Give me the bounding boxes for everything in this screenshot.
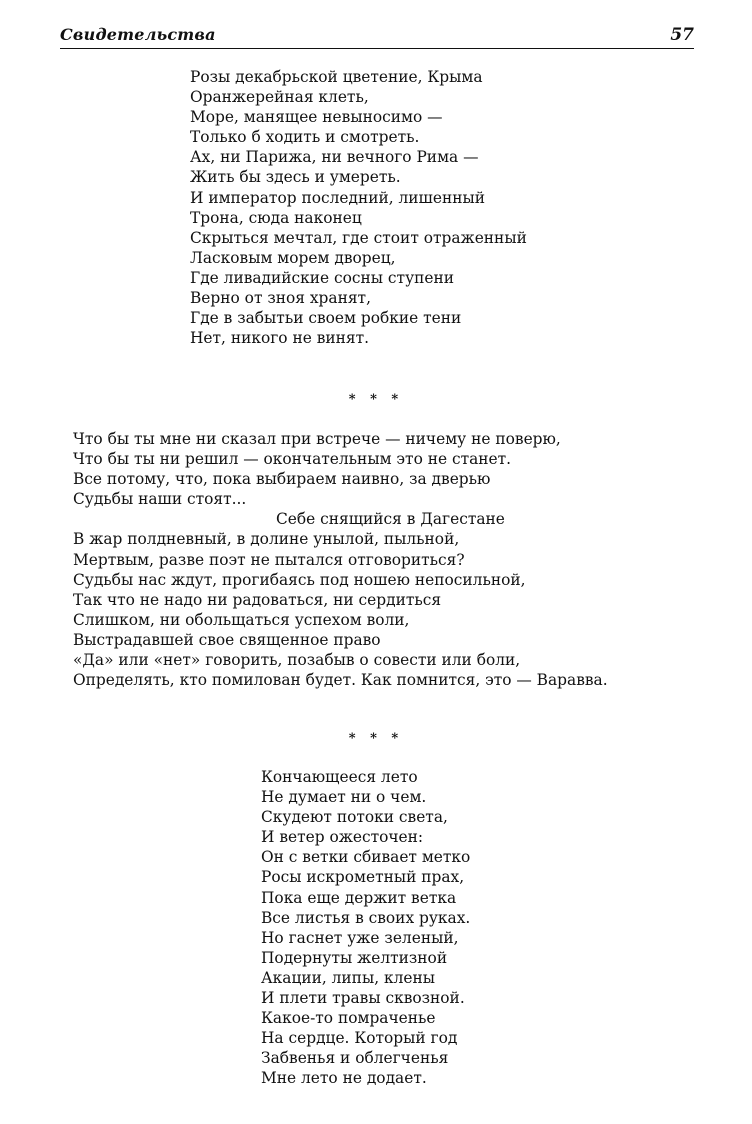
poem-line: Судьбы наши стоят... xyxy=(73,490,247,509)
poem-line: Судьбы нас ждут, прогибаясь под ношею непосильной, xyxy=(73,570,526,589)
poem-line: Так что не надо ни радоваться, ни сердиться xyxy=(73,590,442,609)
poem-line: Какое-то помраченье xyxy=(261,1009,436,1028)
section-separator: * * * xyxy=(348,731,404,746)
poem-2 xyxy=(73,429,608,690)
poem-line: Где ливадийские сосны ступени xyxy=(190,268,455,287)
poem-line: Мертвым, разве поэт не пытался отговориться? xyxy=(73,550,465,569)
poem-inset-line: Себе снящийся в Дагестане xyxy=(276,510,505,529)
poem-line: Оранжерейная клеть, xyxy=(190,88,369,107)
poem-line: Что бы ты мне ни сказал при встрече — ничему не поверю, xyxy=(73,430,561,448)
poem-line: И ветер ожесточен: xyxy=(261,828,424,847)
poem-line: Подернуты желтизной xyxy=(261,948,448,967)
poem-line: Трона, сюда наконец xyxy=(190,208,362,227)
poem-line: Скрыться мечтал, где стоит отраженный xyxy=(190,228,527,247)
poem-line: Ласковым морем дворец, xyxy=(190,248,396,267)
poem-line: В жар полдневный, в долине унылой, пыльной, xyxy=(73,530,460,549)
poem-line: Пока еще держит ветка xyxy=(261,888,457,907)
poem-line: Кончающееся лето xyxy=(261,768,418,786)
poem-line: Только б ходить и смотреть. xyxy=(190,128,420,147)
running-header xyxy=(60,24,694,49)
poem-line: Скудеют потоки света, xyxy=(261,808,448,827)
poem-line: Розы декабрьской цветение, Крыма xyxy=(190,68,483,86)
poem-3 xyxy=(261,767,470,1089)
poem-line: Выстрадавшей свое священное право xyxy=(73,630,381,649)
poem-line: «Да» или «нет» говорить, позабыв о совести или боли, xyxy=(73,651,521,670)
poem-line: Но гаснет уже зеленый, xyxy=(261,928,459,947)
poem-line: И плети травы сквозной. xyxy=(261,989,465,1008)
running-title: Свидетельства xyxy=(60,25,216,44)
poem-line: Нет, никого не винят. xyxy=(190,329,370,348)
poem-line: На сердце. Который год xyxy=(261,1029,458,1048)
poem-line: Забвенья и облегченья xyxy=(261,1049,449,1068)
poem-line: Слишком, ни обольщаться успехом воли, xyxy=(73,610,410,629)
poem-line: Мне лето не додает. xyxy=(261,1069,427,1088)
poem-line: Что бы ты ни решил — окончательным это не станет. xyxy=(73,450,512,469)
poem-line: Верно от зноя хранят, xyxy=(190,289,371,308)
poem-line: Все потому, что, пока выбираем наивно, за дверью xyxy=(73,470,491,489)
poem-line: Где в забытьи своем робкие тени xyxy=(190,309,462,328)
poem-line: Ах, ни Парижа, ни вечного Рима — xyxy=(190,148,479,167)
poem-line: Акации, липы, клены xyxy=(261,968,435,987)
poem-line: Определять, кто помилован будет. Как помнится, это — Варавва. xyxy=(73,671,608,690)
poem-line: Море, манящее невыносимо — xyxy=(190,108,443,127)
poem-line: Все листья в своих руках. xyxy=(261,908,471,927)
poem-1 xyxy=(190,67,527,348)
poem-line: И император последний, лишенный xyxy=(190,188,485,207)
poem-line: Росы искрометный прах, xyxy=(261,868,465,887)
poem-line: Не думает ни о чем. xyxy=(261,788,427,807)
poem-line: Он с ветки сбивает метко xyxy=(261,848,471,867)
section-separator: * * * xyxy=(348,392,404,407)
poem-line: Жить бы здесь и умереть. xyxy=(190,168,401,187)
page-number: 57 xyxy=(670,25,694,45)
